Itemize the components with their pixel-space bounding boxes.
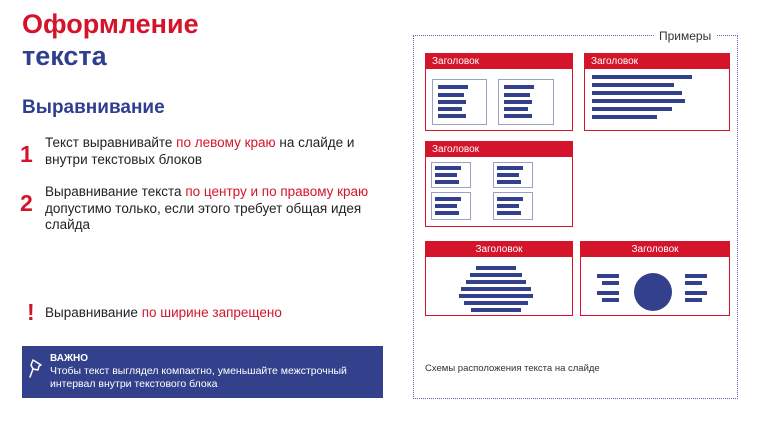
text-line	[470, 273, 522, 277]
text-line	[459, 294, 533, 298]
text-block	[431, 192, 471, 220]
text-line	[504, 114, 532, 118]
note-label: ВАЖНО	[50, 353, 88, 364]
text-line	[497, 173, 519, 177]
text-line	[592, 99, 685, 103]
text-line	[685, 274, 707, 278]
text-line	[504, 100, 532, 104]
rule-1-highlight: по левому краю	[176, 135, 276, 150]
card-header: Заголовок	[426, 142, 572, 157]
text-line	[504, 107, 528, 111]
rule-2-text	[45, 184, 375, 234]
example-card-single-block	[584, 53, 730, 131]
text-line	[435, 166, 461, 170]
text-line	[497, 197, 523, 201]
warning-mark: !	[27, 299, 35, 325]
text-line	[461, 287, 531, 291]
section-heading: Выравнивание	[22, 97, 165, 118]
text-line	[435, 180, 459, 184]
card-header: Заголовок	[585, 54, 729, 69]
examples-caption: Схемы расположения текста на слайде	[425, 363, 600, 374]
rule-1-number: 1	[20, 141, 33, 167]
card-header: Заголовок	[426, 242, 572, 257]
rule-2-text-post: допустимо только, если этого требует общая идея слайда	[45, 200, 362, 232]
text-line	[438, 114, 466, 118]
text-line	[685, 281, 702, 285]
important-note	[22, 346, 383, 398]
text-line	[597, 291, 619, 295]
text-block	[498, 79, 554, 125]
text-line	[471, 308, 521, 312]
warning-text-pre: Выравнивание	[45, 305, 142, 320]
text-line	[685, 298, 702, 302]
card-header: Заголовок	[426, 54, 572, 69]
text-line	[592, 75, 692, 79]
rule-1-text	[45, 135, 380, 168]
text-line	[438, 107, 462, 111]
example-card-four-blocks	[425, 141, 573, 227]
text-block	[431, 162, 471, 188]
text-block	[493, 192, 533, 220]
example-card-centered	[425, 241, 573, 316]
text-block	[493, 162, 533, 188]
circle-graphic	[634, 273, 672, 311]
text-line	[497, 166, 523, 170]
text-line	[476, 266, 516, 270]
text-line	[592, 107, 672, 111]
page-title-line2: текста	[22, 41, 107, 71]
text-line	[592, 91, 682, 95]
text-line	[497, 204, 519, 208]
text-line	[438, 100, 466, 104]
warning-text	[45, 305, 282, 322]
text-line	[464, 301, 528, 305]
examples-label: Примеры	[654, 29, 716, 43]
text-line	[597, 274, 619, 278]
text-line	[435, 204, 457, 208]
pin-icon	[28, 358, 44, 380]
text-line	[435, 173, 457, 177]
card-header: Заголовок	[581, 242, 729, 257]
text-line	[435, 211, 459, 215]
text-line	[602, 298, 619, 302]
text-line	[592, 83, 674, 87]
text-line	[497, 211, 521, 215]
rule-1-text-post: на слайде и внутри текстовых блоков	[45, 135, 355, 167]
example-card-two-columns	[425, 53, 573, 131]
note-text: Чтобы текст выглядел компактно, уменьшайте межстрочный интервал внутри текстового блока	[50, 365, 347, 390]
text-line	[438, 85, 468, 89]
text-line	[592, 115, 657, 119]
text-line	[685, 291, 707, 295]
rule-2-text-pre: Выравнивание текста	[45, 184, 186, 199]
rule-2-highlight: по центру и по правому краю	[185, 184, 369, 199]
text-line	[602, 281, 619, 285]
text-line	[504, 85, 534, 89]
text-line	[504, 93, 530, 97]
text-line	[438, 93, 464, 97]
text-line	[466, 280, 526, 284]
rule-2-number: 2	[20, 190, 33, 216]
rule-1-text-pre: Текст выравнивайте	[45, 135, 177, 150]
text-block	[432, 79, 487, 125]
page-title-line1: Оформление	[22, 9, 199, 39]
text-line	[435, 197, 461, 201]
text-line	[497, 180, 521, 184]
example-card-circle	[580, 241, 730, 316]
warning-highlight: по ширине запрещено	[141, 305, 282, 320]
